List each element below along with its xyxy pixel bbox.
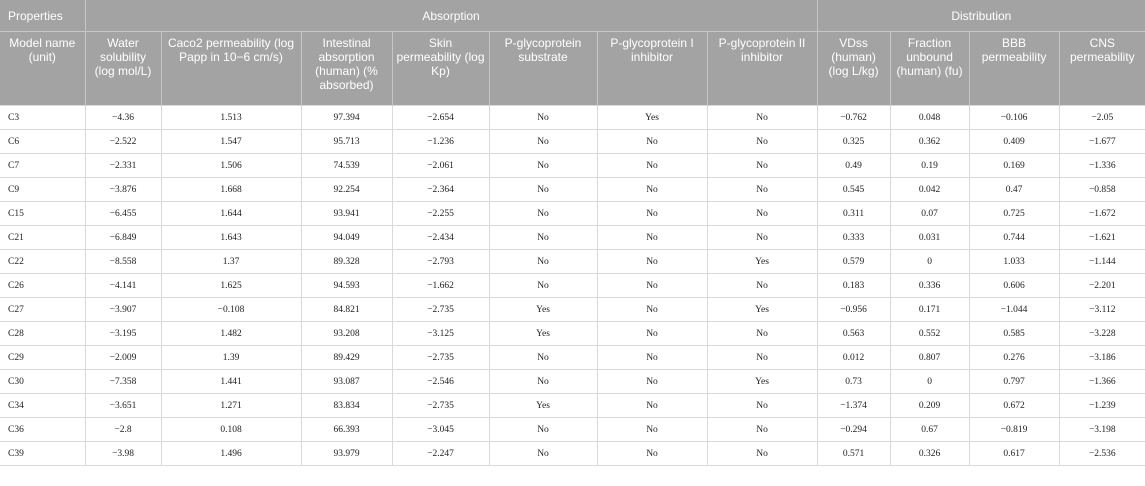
table-cell: 95.713: [301, 130, 392, 154]
table-cell: No: [597, 130, 707, 154]
table-cell: −2.522: [85, 130, 161, 154]
table-cell: 0.563: [817, 322, 890, 346]
table-cell: 0.031: [890, 226, 969, 250]
table-cell: 0.183: [817, 274, 890, 298]
table-cell: 0.362: [890, 130, 969, 154]
table-cell: 1.668: [161, 178, 301, 202]
table-cell: No: [707, 274, 817, 298]
table-cell: 0.725: [969, 202, 1059, 226]
table-row: [0, 442, 1145, 466]
table-cell: −3.651: [85, 394, 161, 418]
table-cell: −3.125: [392, 322, 489, 346]
table-cell: −1.144: [1059, 250, 1145, 274]
table-cell: −2.793: [392, 250, 489, 274]
table-cell: 0.67: [890, 418, 969, 442]
column-header: Model name (unit): [0, 32, 85, 106]
table-cell: No: [489, 106, 597, 130]
compound-cell: C36: [0, 418, 85, 442]
table-cell: 1.482: [161, 322, 301, 346]
table-cell: −2.434: [392, 226, 489, 250]
column-header: P-glycoprotein II inhibitor: [707, 32, 817, 106]
table-cell: No: [489, 442, 597, 466]
table-header: [0, 0, 1145, 106]
table-cell: Yes: [707, 250, 817, 274]
table-cell: −2.201: [1059, 274, 1145, 298]
table-cell: 0.585: [969, 322, 1059, 346]
table-cell: −1.677: [1059, 130, 1145, 154]
table-cell: 0.311: [817, 202, 890, 226]
table-cell: −6.455: [85, 202, 161, 226]
table-cell: 97.394: [301, 106, 392, 130]
column-header: Intestinal absorption (human) (% absorbed): [301, 32, 392, 106]
table-cell: 0.552: [890, 322, 969, 346]
table-cell: −3.045: [392, 418, 489, 442]
table-cell: No: [707, 130, 817, 154]
table-row: [0, 370, 1145, 394]
table-cell: No: [597, 178, 707, 202]
header-group-row: [0, 0, 1145, 32]
compound-cell: C27: [0, 298, 85, 322]
table-cell: No: [597, 298, 707, 322]
table-row: [0, 298, 1145, 322]
table-cell: Yes: [597, 106, 707, 130]
table-cell: −2.05: [1059, 106, 1145, 130]
absorption-group-header: Absorption: [85, 0, 817, 32]
table-cell: 0.012: [817, 346, 890, 370]
table-cell: −1.236: [392, 130, 489, 154]
table-cell: 1.547: [161, 130, 301, 154]
table-cell: Yes: [489, 298, 597, 322]
table-cell: −2.061: [392, 154, 489, 178]
table-cell: 1.644: [161, 202, 301, 226]
table-cell: 0.07: [890, 202, 969, 226]
table-cell: −1.044: [969, 298, 1059, 322]
table-row: [0, 130, 1145, 154]
table-cell: −3.198: [1059, 418, 1145, 442]
table-cell: No: [489, 130, 597, 154]
table-row: [0, 274, 1145, 298]
table-cell: No: [489, 178, 597, 202]
column-header-row: [0, 32, 1145, 106]
table-cell: −2.546: [392, 370, 489, 394]
table-cell: 0.579: [817, 250, 890, 274]
table-cell: 1.39: [161, 346, 301, 370]
table-cell: −6.849: [85, 226, 161, 250]
table-cell: 0.409: [969, 130, 1059, 154]
table-cell: 0.171: [890, 298, 969, 322]
table-cell: −0.762: [817, 106, 890, 130]
compound-cell: C28: [0, 322, 85, 346]
table-cell: 0: [890, 250, 969, 274]
table-cell: −1.662: [392, 274, 489, 298]
table-cell: No: [597, 154, 707, 178]
table-cell: 0.19: [890, 154, 969, 178]
table-cell: −3.876: [85, 178, 161, 202]
table-cell: −3.195: [85, 322, 161, 346]
table-cell: No: [489, 202, 597, 226]
table-cell: 0.744: [969, 226, 1059, 250]
table-cell: −2.364: [392, 178, 489, 202]
compound-cell: C3: [0, 106, 85, 130]
column-header: CNS permeability: [1059, 32, 1145, 106]
table-cell: No: [489, 370, 597, 394]
table-cell: 0.571: [817, 442, 890, 466]
table-cell: No: [707, 226, 817, 250]
table-cell: 0.47: [969, 178, 1059, 202]
table-cell: 93.979: [301, 442, 392, 466]
table-row: [0, 250, 1145, 274]
table-cell: −1.621: [1059, 226, 1145, 250]
table-cell: −3.112: [1059, 298, 1145, 322]
table-cell: 93.087: [301, 370, 392, 394]
table-cell: 92.254: [301, 178, 392, 202]
table-cell: No: [707, 322, 817, 346]
table-cell: −2.735: [392, 346, 489, 370]
table-cell: No: [489, 226, 597, 250]
table-cell: No: [707, 418, 817, 442]
table-cell: No: [597, 370, 707, 394]
table-cell: 0: [890, 370, 969, 394]
table-row: [0, 226, 1145, 250]
table-cell: 0.169: [969, 154, 1059, 178]
table-row: [0, 178, 1145, 202]
compound-cell: C30: [0, 370, 85, 394]
table-cell: Yes: [489, 322, 597, 346]
table-cell: No: [489, 346, 597, 370]
table-row: [0, 346, 1145, 370]
column-header: Fraction unbound (human) (fu): [890, 32, 969, 106]
compound-cell: C22: [0, 250, 85, 274]
table-cell: 84.821: [301, 298, 392, 322]
table-cell: 1.37: [161, 250, 301, 274]
table-cell: No: [489, 250, 597, 274]
table-cell: −0.294: [817, 418, 890, 442]
column-header: Water solubility (log mol/L): [85, 32, 161, 106]
table-cell: No: [707, 106, 817, 130]
table-cell: 0.606: [969, 274, 1059, 298]
table-cell: −3.228: [1059, 322, 1145, 346]
table-cell: No: [707, 154, 817, 178]
compound-cell: C39: [0, 442, 85, 466]
compound-cell: C9: [0, 178, 85, 202]
table-cell: 1.271: [161, 394, 301, 418]
table-cell: Yes: [707, 370, 817, 394]
table-cell: No: [489, 274, 597, 298]
table-cell: 0.49: [817, 154, 890, 178]
compound-cell: C26: [0, 274, 85, 298]
compound-cell: C21: [0, 226, 85, 250]
compound-cell: C7: [0, 154, 85, 178]
table-cell: 66.393: [301, 418, 392, 442]
table-cell: −8.558: [85, 250, 161, 274]
table-cell: 93.941: [301, 202, 392, 226]
table-cell: 1.506: [161, 154, 301, 178]
table-cell: 1.033: [969, 250, 1059, 274]
table-body: [0, 106, 1145, 466]
table-cell: 1.625: [161, 274, 301, 298]
table-cell: 0.797: [969, 370, 1059, 394]
table-cell: −3.186: [1059, 346, 1145, 370]
table-row: [0, 106, 1145, 130]
table-cell: No: [707, 442, 817, 466]
table-cell: −2.735: [392, 394, 489, 418]
table-row: [0, 202, 1145, 226]
table-cell: 0.108: [161, 418, 301, 442]
table-cell: −0.106: [969, 106, 1059, 130]
table-cell: 89.429: [301, 346, 392, 370]
table-cell: No: [707, 178, 817, 202]
table-cell: −1.374: [817, 394, 890, 418]
table-cell: No: [597, 322, 707, 346]
table-cell: −0.108: [161, 298, 301, 322]
table-cell: No: [597, 226, 707, 250]
table-cell: 0.545: [817, 178, 890, 202]
table-cell: No: [489, 154, 597, 178]
table-cell: 74.539: [301, 154, 392, 178]
table-cell: −1.366: [1059, 370, 1145, 394]
table-cell: −1.336: [1059, 154, 1145, 178]
table-cell: −0.858: [1059, 178, 1145, 202]
table-cell: −1.672: [1059, 202, 1145, 226]
column-header: P-glycoprotein substrate: [489, 32, 597, 106]
table-cell: Yes: [707, 298, 817, 322]
compound-cell: C34: [0, 394, 85, 418]
column-header: VDss (human) (log L/kg): [817, 32, 890, 106]
table-cell: No: [707, 394, 817, 418]
table-cell: 89.328: [301, 250, 392, 274]
table-cell: −7.358: [85, 370, 161, 394]
table-cell: 1.496: [161, 442, 301, 466]
table-cell: 0.325: [817, 130, 890, 154]
table-cell: 94.049: [301, 226, 392, 250]
table-cell: −0.819: [969, 418, 1059, 442]
table-cell: 0.042: [890, 178, 969, 202]
table-cell: −2.247: [392, 442, 489, 466]
table-row: [0, 154, 1145, 178]
table-cell: 94.593: [301, 274, 392, 298]
distribution-group-header: Distribution: [817, 0, 1145, 32]
table-cell: 1.513: [161, 106, 301, 130]
table-row: [0, 394, 1145, 418]
table-cell: −2.735: [392, 298, 489, 322]
table-cell: −2.536: [1059, 442, 1145, 466]
table-cell: No: [597, 250, 707, 274]
table-cell: −3.98: [85, 442, 161, 466]
table-cell: 83.834: [301, 394, 392, 418]
properties-header: Properties: [0, 0, 85, 32]
table-cell: No: [597, 442, 707, 466]
table-cell: No: [597, 202, 707, 226]
table-cell: No: [597, 394, 707, 418]
table-row: [0, 322, 1145, 346]
table-cell: −2.255: [392, 202, 489, 226]
table-cell: Yes: [489, 394, 597, 418]
table-cell: 0.209: [890, 394, 969, 418]
table-cell: 0.048: [890, 106, 969, 130]
table-cell: −2.8: [85, 418, 161, 442]
table-cell: −0.956: [817, 298, 890, 322]
table-cell: No: [597, 346, 707, 370]
table-cell: −4.141: [85, 274, 161, 298]
table-cell: 1.441: [161, 370, 301, 394]
table-cell: 0.73: [817, 370, 890, 394]
column-header: Skin permeability (log Kp): [392, 32, 489, 106]
table-cell: 0.617: [969, 442, 1059, 466]
table-cell: 0.672: [969, 394, 1059, 418]
table-cell: 0.326: [890, 442, 969, 466]
table-cell: No: [597, 418, 707, 442]
table-cell: 0.807: [890, 346, 969, 370]
table-cell: −2.654: [392, 106, 489, 130]
table-cell: −2.009: [85, 346, 161, 370]
compound-cell: C29: [0, 346, 85, 370]
column-header: BBB permeability: [969, 32, 1059, 106]
table-cell: No: [597, 274, 707, 298]
table-cell: 1.643: [161, 226, 301, 250]
column-header: Caco2 permeability (log Papp in 10−6 cm/s): [161, 32, 301, 106]
table-cell: 0.333: [817, 226, 890, 250]
table-cell: 0.276: [969, 346, 1059, 370]
table-row: [0, 418, 1145, 442]
table-cell: No: [707, 202, 817, 226]
table-cell: 93.208: [301, 322, 392, 346]
table-cell: −3.907: [85, 298, 161, 322]
table-cell: −2.331: [85, 154, 161, 178]
compound-cell: C6: [0, 130, 85, 154]
table-cell: No: [707, 346, 817, 370]
table-cell: 0.336: [890, 274, 969, 298]
table-cell: −1.239: [1059, 394, 1145, 418]
compound-cell: C15: [0, 202, 85, 226]
column-header: P-glycoprotein I inhibitor: [597, 32, 707, 106]
table-cell: No: [489, 418, 597, 442]
table-cell: −4.36: [85, 106, 161, 130]
